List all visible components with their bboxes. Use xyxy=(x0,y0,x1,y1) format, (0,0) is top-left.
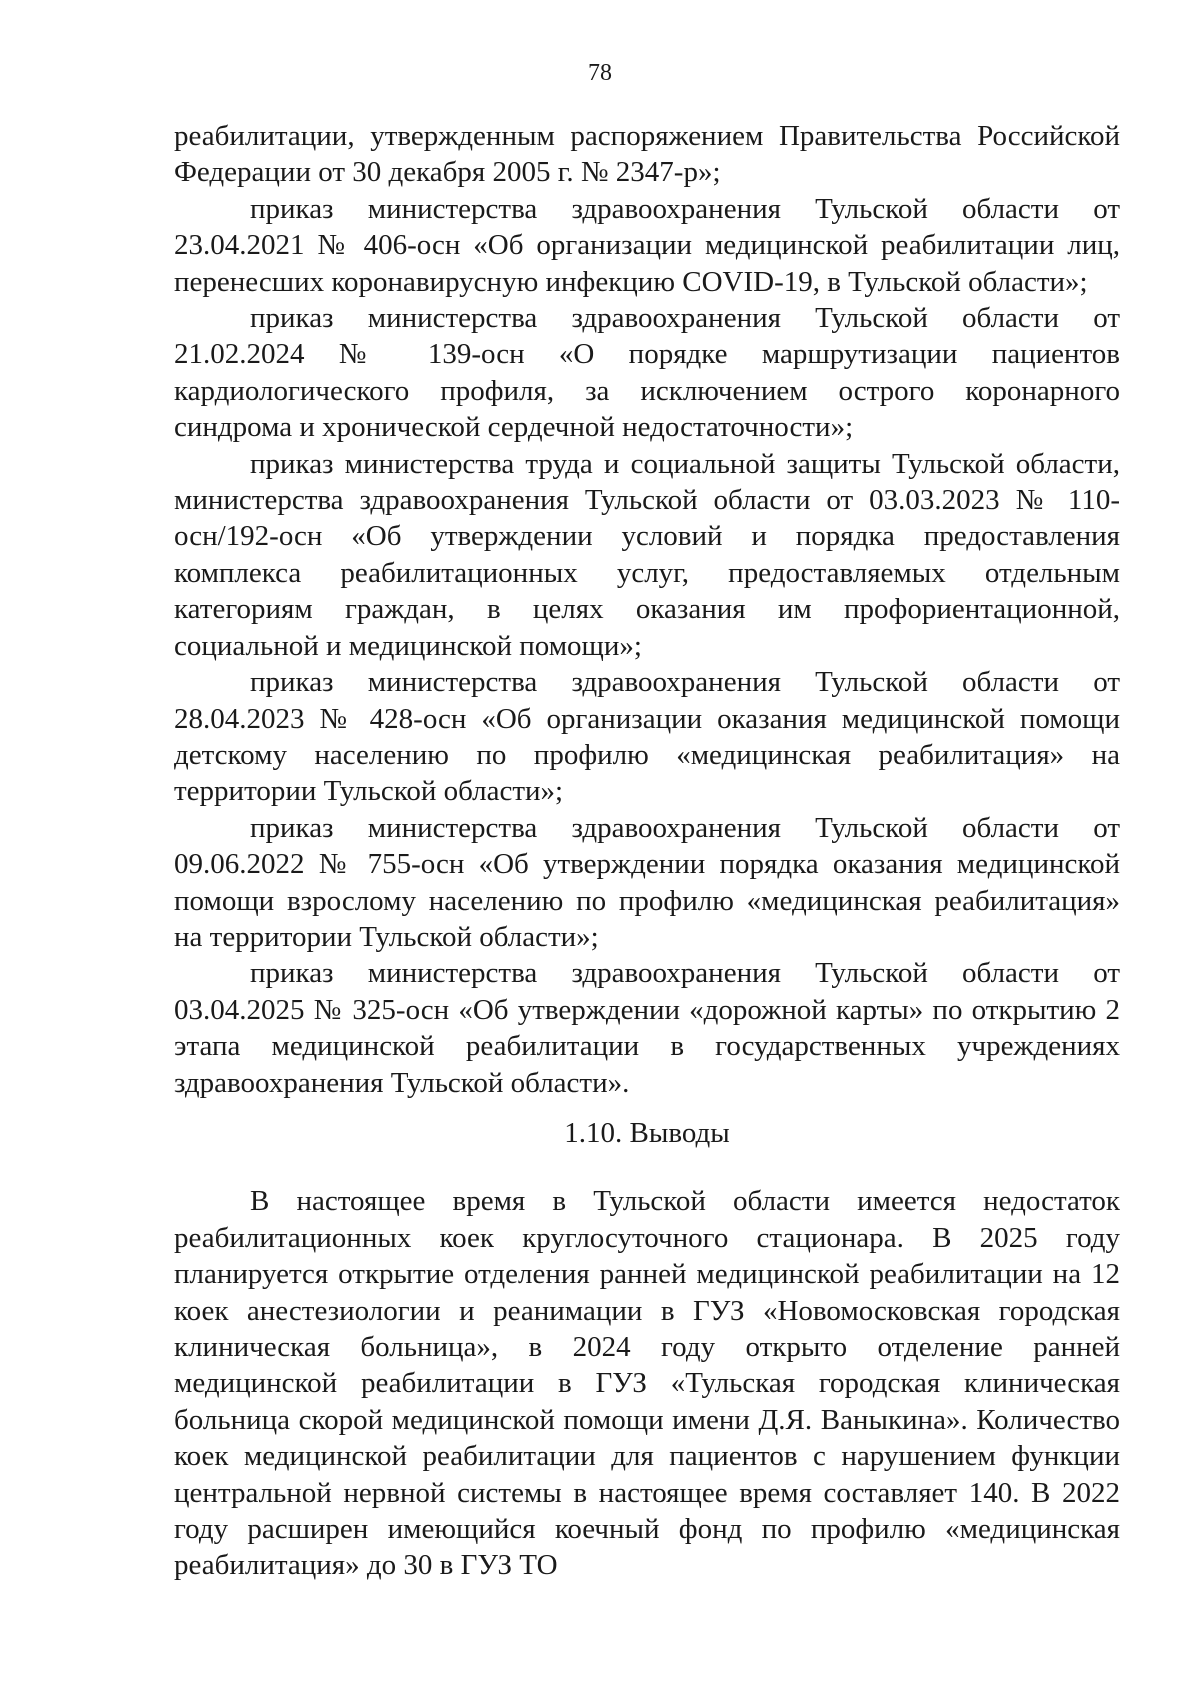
paragraph-order-139: приказ министерства здравоохранения Тульской области от 21.02.2024 № 139-осн «О порядке маршрутизации пациентов кардиологического профиля, за исключением острого коронарного синдрома и хронической сердечной недостаточности»; xyxy=(174,302,1120,444)
page-number: 78 xyxy=(588,60,612,86)
paragraph-order-428: приказ министерства здравоохранения Тульской области от 28.04.2023 № 428-осн «Об организации оказания медицинской помощи детскому населению по профилю «медицинская реабилитация» на территории Тульской области»; xyxy=(174,666,1120,808)
paragraph-conclusion: В настоящее время в Тульской области имеется недостаток реабилитационных коек круглосуточного стационара. В 2025 году планируется открытие отделения ранней медицинской реабилитации на 12 коек анестезиологии и реанимации в ГУЗ «Новомосковская городская клиническая больница», в 2024 году открыто отделение ранней медицинской реабилитации в ГУЗ «Тульская городская клиническая больница скорой медицинской помощи имени Д.Я. Ваныкина». Количество коек медицинской реабилитации для пациентов с нарушением функции центральной нервной системы в настоящее время составляет 140. В 2022 году расширен имеющийся коечный фонд по профилю «медицинская реабилитация» до 30 в ГУЗ ТО xyxy=(174,1185,1120,1582)
section-heading: 1.10. Выводы xyxy=(564,1116,730,1149)
paragraph-order-755: приказ министерства здравоохранения Тульской области от 09.06.2022 № 755-осн «Об утверждении порядка оказания медицинской помощи взрослому населению по профилю «медицинская реабилитация» на территории Тульской области»; xyxy=(174,811,1120,953)
document-body xyxy=(174,118,1120,1584)
paragraph-continuation: реабилитации, утвержденным распоряжением Правительства Российской Федерации от 30 декабря 2005 г. № 2347-р»; xyxy=(174,120,1120,189)
paragraph-order-406: приказ министерства здравоохранения Тульской области от 23.04.2021 № 406-осн «Об организации медицинской реабилитации лиц, перенесших коронавирусную инфекцию COVID-19, в Тульской области»; xyxy=(174,192,1120,298)
paragraph-order-110: приказ министерства труда и социальной защиты Тульской области, министерства здравоохранения Тульской области от 03.03.2023 № 110-осн/192-осн «Об утверждении условий и порядка предоставления комплекса реабилитационных услуг, предоставляемых отдельным категориям граждан, в целях оказания им профориентационной, социальной и медицинской помощи»; xyxy=(174,447,1120,662)
paragraph-order-325: приказ министерства здравоохранения Тульской области от 03.04.2025 № 325-осн «Об утверждении «дорожной карты» по открытию 2 этапа медицинской реабилитации в государственных учреждениях здравоохранения Тульской области». xyxy=(174,957,1120,1099)
